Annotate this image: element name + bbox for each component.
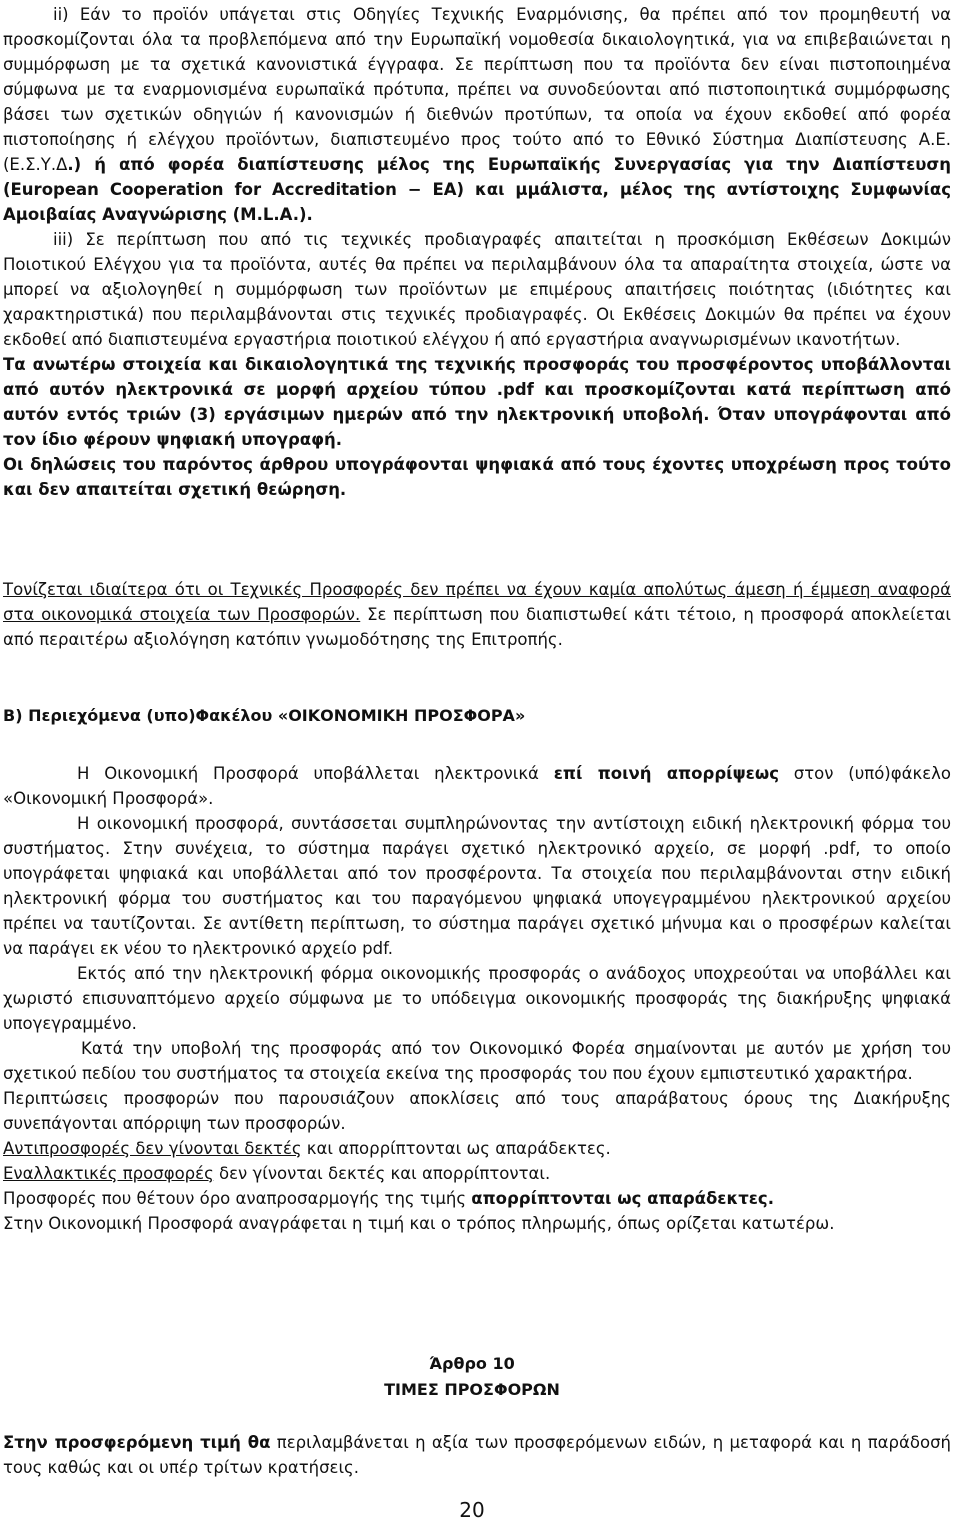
emphasis-section: [3, 577, 951, 652]
paragraph-ii: ii) Εάν το προϊόν υπάγεται στις Οδηγίες Τεχνικής Εναρμόνισης, θα πρέπει από τον προμηθευτή να προσκομίζονται όλα τα προβλεπόμενα από την Ευρωπαϊκή νομοθεσία δικαιολογητικά, για να επιβεβαιώνεται η συμμόρφωση με τα σχετικά κανονιστικά έγγραφα. Σε περίπτωση που τα προϊόντα δεν είναι πιστοποιημένα σύμφωνα με τα εναρμονισμένα ευρωπαϊκά πρότυπα, πρέπει να συνοδεύονται από πιστοποιητικά συμμόρφωσης βάσει των σχετικών οδηγιών ή κανονισμών ή διεθνών προτύπων, τα οποία να έχουν εκδοθεί από φορέα πιστοποίησης ή ελέγχου προϊόντων, διαπιστευμένο προς τούτο από το Εθνικό Σύστημα Διαπίστευσης Α.Ε. (Ε.Σ.Υ.Δ.) ή από φορέα διαπίστευσης μέλος της Ευρωπαϊκής Συνεργασίας για την Διαπίστευση (European Cooperation for Accreditation − EA) και μμάλιστα, μέλος της αντίστοιχης Συμφωνίας Αμοιβαίας Αναγνώρισης (M.L.A.).: [3, 5, 951, 224]
paragraph-alternatives: Εναλλακτικές προσφορές δεν γίνονται δεκτές και απορρίπτονται.: [3, 1164, 551, 1183]
paragraph-price-payment: Στην Οικονομική Προσφορά αναγράφεται η τιμή και ο τρόπος πληρωμής, όπως ορίζεται κατωτέρω.: [3, 1214, 835, 1233]
paragraph-offered-price: Στην προσφερόμενη τιμή θα περιλαμβάνεται η αξία των προσφερόμενων ειδών, η μεταφορά και η παράδοσή τους καθώς και οι υπέρ τρίτων κρατήσεις.: [3, 1433, 952, 1477]
paragraph-declarations-bold: Οι δηλώσεις του παρόντος άρθρου υπογράφονται ψηφιακά από τους έχοντες υποχρέωση προς τούτο και δεν απαιτείται σχετική θεώρηση.: [3, 455, 951, 499]
financial-offer-section: [3, 761, 951, 1236]
paragraph-emphasis: Τονίζεται ιδιαίτερα ότι οι Τεχνικές Προσφορές δεν πρέπει να έχουν καμία απολύτως άμεση ή έμμεση αναφορά στα οικονομικά στοιχεία των Προσφορών. Σε περίπτωση που διαπιστωθεί κάτι τέτοιο, η προσφορά αποκλείεται από περαιτέρω αξιολόγηση κατόπιν γνωμοδότησης της Επιτροπής.: [3, 580, 952, 649]
paragraph-iii: iii) Σε περίπτωση που από τις τεχνικές προδιαγραφές απαιτείται η προσκόμιση Εκθέσεων Δοκιμών Ποιοτικού Ελέγχου για τα προϊόντα, αυτές θα πρέπει να περιλαμβάνουν όλα τα απαραίτητα στοιχεία, ώστε να μπορεί να αξιολογηθεί η συμμόρφωση των προϊόντων με επιμέρους απαιτήσεις ποιότητας (ιδιότητες και χαρακτηριστικά) που περιλαμβάνονται στις τεχνικές προδιαγραφές. Οι Εκθέσεις Δοκιμών θα πρέπει να έχουν εκδοθεί από διαπιστευμένα εργαστήρια ποιοτικού ελέγχου ή από εργαστήρια αναγνωρισμένων ικανοτήτων.: [3, 230, 951, 349]
page-number: 20: [459, 1498, 485, 1522]
section-heading-b: Β) Περιεχόμενα (υπο)Φακέλου «ΟΙΚΟΝΟΜΙΚΗ ΠΡΟΣΦΟΡΑ»: [3, 706, 526, 725]
paragraph-counteroffers: Αντιπροσφορές δεν γίνονται δεκτές και απορρίπτονται ως απαράδεκτες.: [3, 1139, 611, 1158]
technical-offer-section: [3, 2, 951, 502]
paragraph-deviations: Περιπτώσεις προσφορών που παρουσιάζουν αποκλίσεις από τους απαράβατους όρους της Διακήρυξης συνεπάγονται απόρριψη των προσφορών.: [3, 1089, 951, 1133]
article-title: ΤΙΜΕΣ ΠΡΟΣΦΟΡΩΝ: [384, 1380, 560, 1399]
paragraph-electronic-form: Η οικονομική προσφορά, συντάσσεται συμπληρώνοντας την αντίστοιχη ειδική ηλεκτρονική φόρμα του συστήματος. Στην συνέχεια, το σύστημα παράγει σχετικό ηλεκτρονικό αρχείο, σε μορφή .pdf, το οποίο υπογράφεται ψηφιακά και υποβάλλεται από τον προσφέροντα. Τα στοιχεία που περιλαμβάνονται στην ειδική ηλεκτρονική φόρμα του συστήματος και του παραγόμενου ψηφιακά υπογεγραμμένου ηλεκτρονικού αρχείου πρέπει να ταυτίζονται. Σε αντίθετη περίπτωση, το σύστημα παράγει σχετικό μήνυμα και ο προσφέρων καλείται να παράγει εκ νέου το ηλεκτρονικό αρχείο pdf.: [3, 814, 951, 958]
paragraph-submission-bold: Τα ανωτέρω στοιχεία και δικαιολογητικά της τεχνικής προσφοράς του προσφέροντος υποβάλλονται από αυτόν ηλεκτρονικά σε μορφή αρχείου τύπου .pdf και προσκομίζονται κατά περίπτωση από αυτόν εντός τριών (3) εργάσιμων ημερών από την ηλεκτρονική υποβολή. Όταν υπογράφονται από τον ίδιο φέρουν ψηφιακή υπογραφή.: [3, 355, 951, 449]
article-body: [3, 1430, 951, 1480]
paragraph-confidential: Κατά την υποβολή της προσφοράς από τον Οικονομικό Φορέα σημαίνονται με αυτόν με χρήση του σχετικού πεδίου του συστήματος τα στοιχεία εκείνα της προσφοράς του που έχουν εμπιστευτικό χαρακτήρα.: [3, 1039, 951, 1083]
paragraph-price-adjustment: Προσφορές που θέτουν όρο αναπροσαρμογής της τιμής απορρίπτονται ως απαράδεκτες.: [3, 1189, 774, 1208]
paragraph-financial-offer-intro: Η Οικονομική Προσφορά υποβάλλεται ηλεκτρονικά επί ποινή απορρίψεως στον (υπό)φάκελο «Οικονομική Προσφορά».: [3, 764, 951, 808]
article-number: Άρθρο 10: [429, 1354, 515, 1373]
paragraph-attachment: Εκτός από την ηλεκτρονική φόρμα οικονομικής προσφοράς ο ανάδοχος υποχρεούται να υποβάλλει και χωριστό επισυναπτόμενο αρχείο σύμφωνα με το υπόδειγμα οικονομικής προσφοράς της διακήρυξης ψηφιακά υπογεγραμμένο.: [3, 964, 951, 1033]
